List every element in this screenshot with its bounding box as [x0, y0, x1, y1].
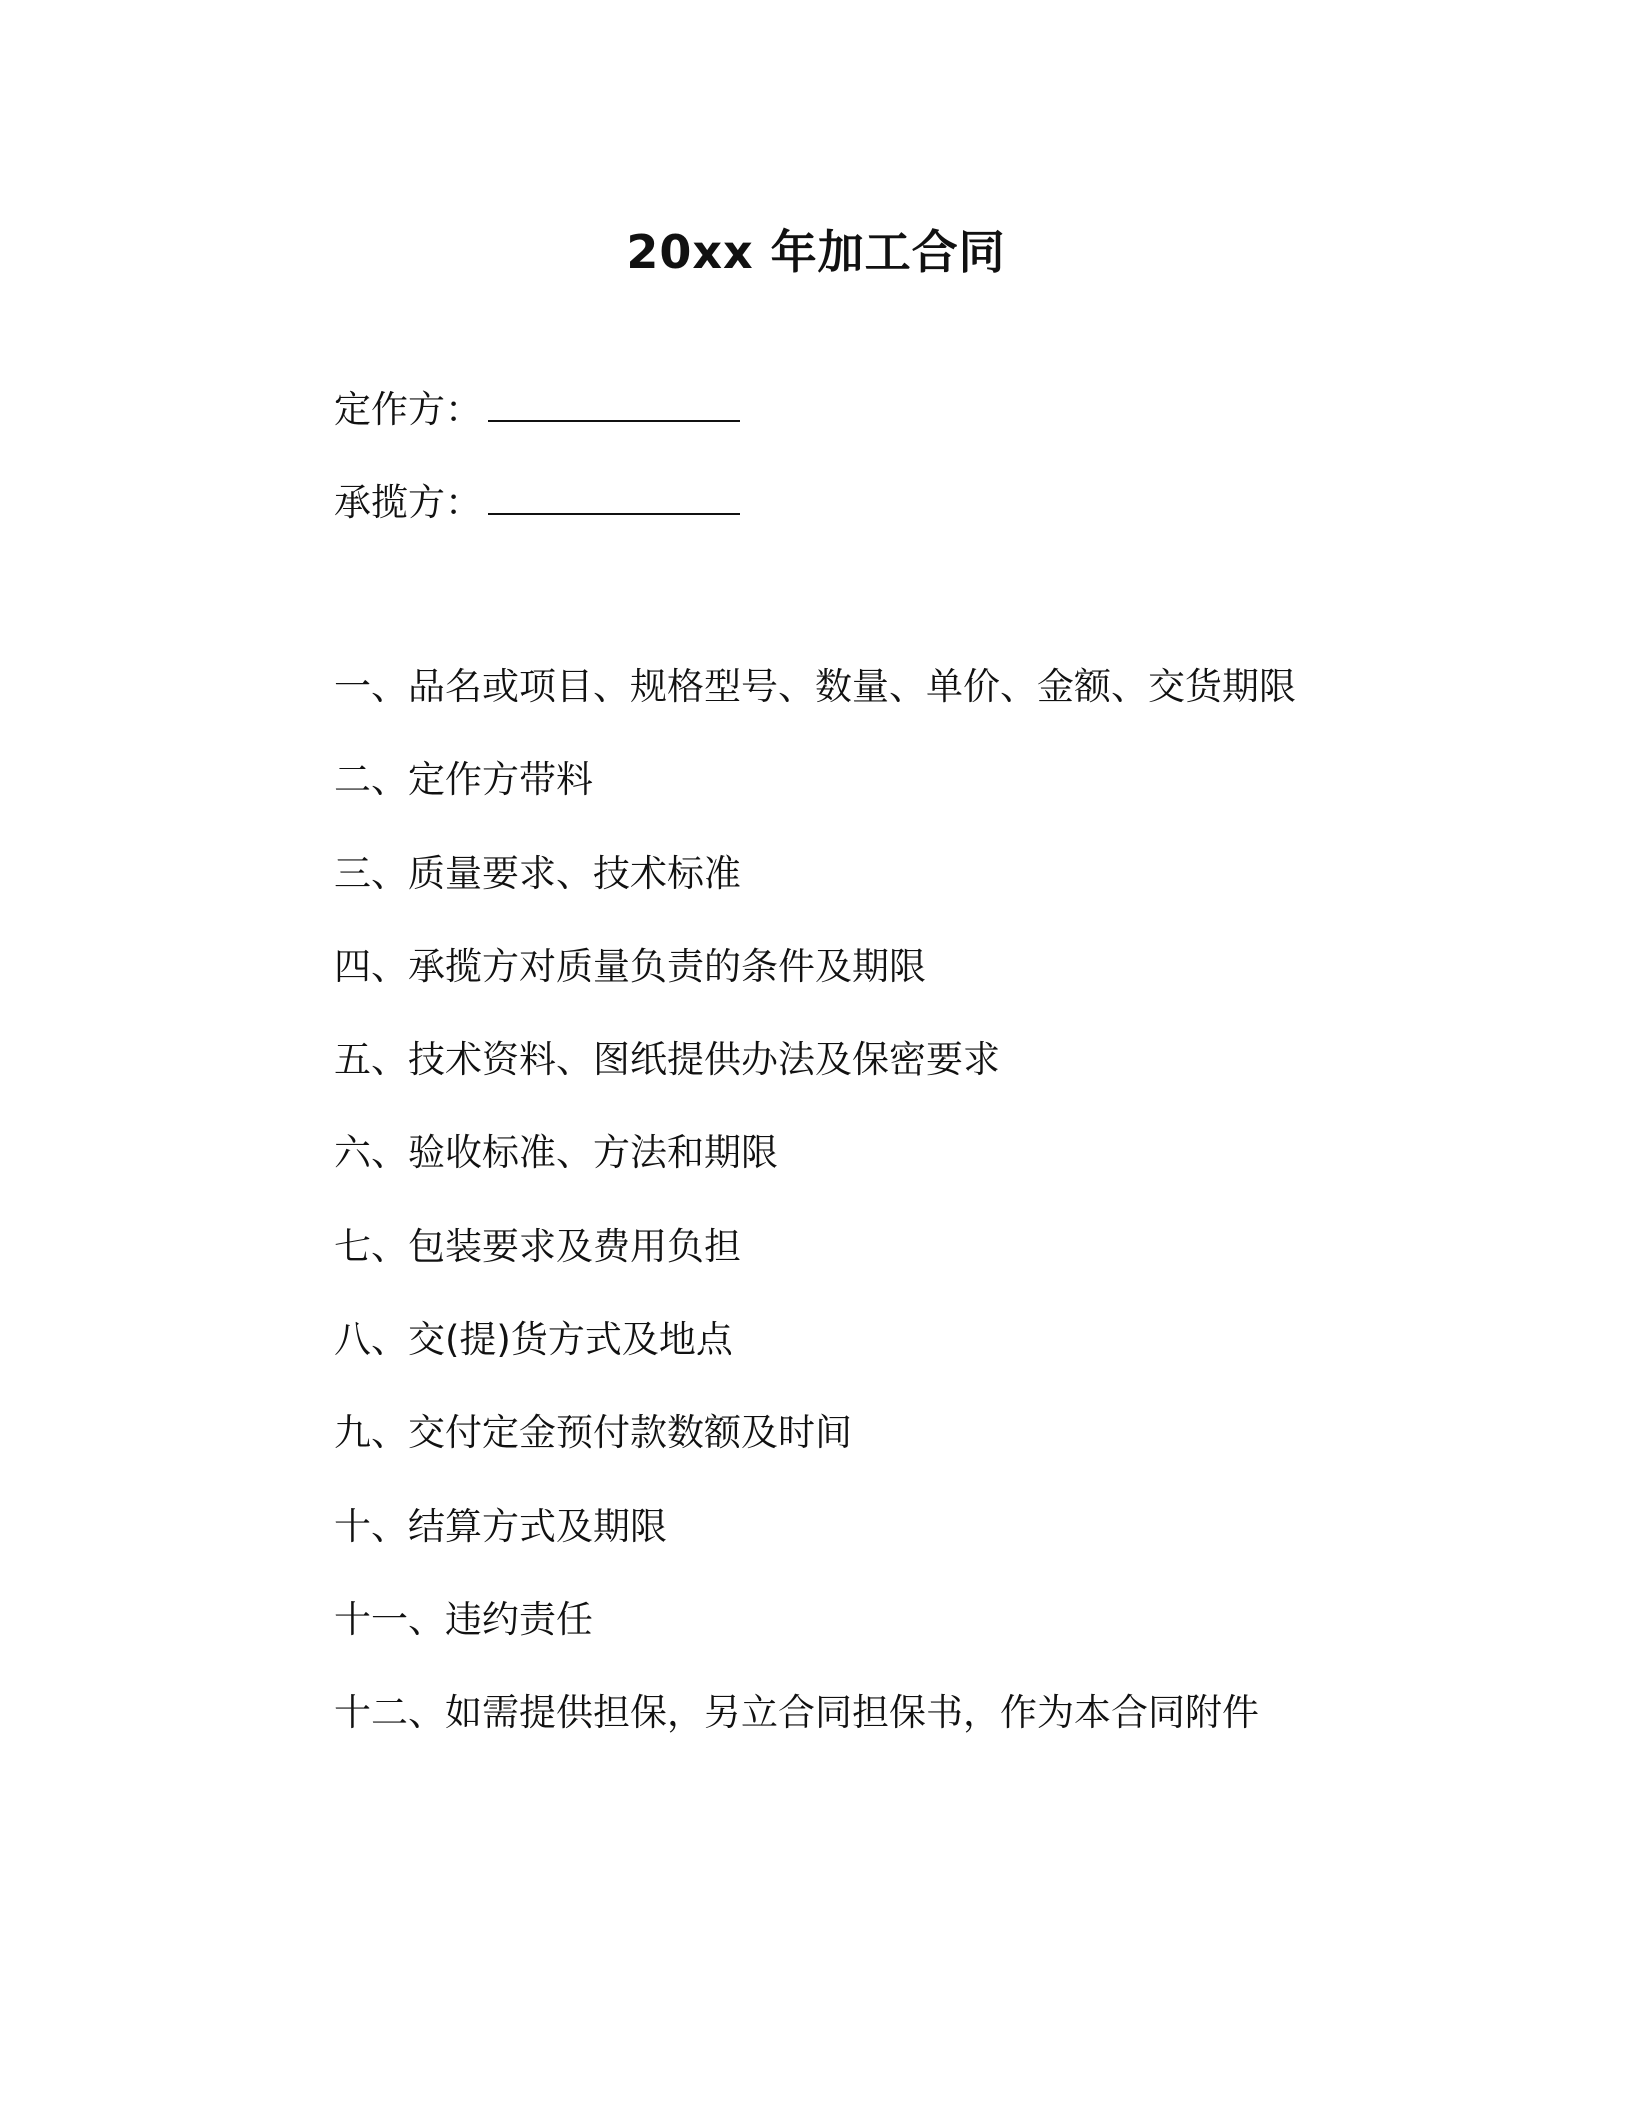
clause-item: 十一、违约责任 [334, 1597, 593, 1641]
clause-item: 五、技术资料、图纸提供办法及保密要求 [334, 1038, 1000, 1082]
party-orderer-label: 定作方： [334, 388, 482, 431]
clause-item: 三、质量要求、技术标准 [334, 851, 741, 895]
clause-list [334, 662, 1434, 1782]
clause-item: 四、承揽方对质量负责的条件及期限 [334, 944, 926, 988]
party-orderer [334, 385, 740, 435]
party-contractor [334, 478, 740, 528]
party-orderer-blank [488, 386, 740, 422]
clause-item: 二、定作方带料 [334, 758, 593, 802]
clause-item: 十、结算方式及期限 [334, 1504, 667, 1548]
party-contractor-label: 承揽方： [334, 481, 482, 524]
clause-item: 八、交(提)货方式及地点 [334, 1318, 733, 1362]
party-contractor-blank [488, 479, 740, 515]
document-title: 20xx 年加工合同 [626, 225, 1006, 279]
clause-item: 七、包装要求及费用负担 [334, 1224, 741, 1268]
clause-item: 九、交付定金预付款数额及时间 [334, 1411, 852, 1455]
clause-item: 一、品名或项目、规格型号、数量、单价、金额、交货期限 [334, 665, 1296, 708]
clause-item: 十二、如需提供担保，另立合同担保书，作为本合同附件 [334, 1691, 1259, 1735]
clause-item: 六、验收标准、方法和期限 [334, 1131, 778, 1175]
